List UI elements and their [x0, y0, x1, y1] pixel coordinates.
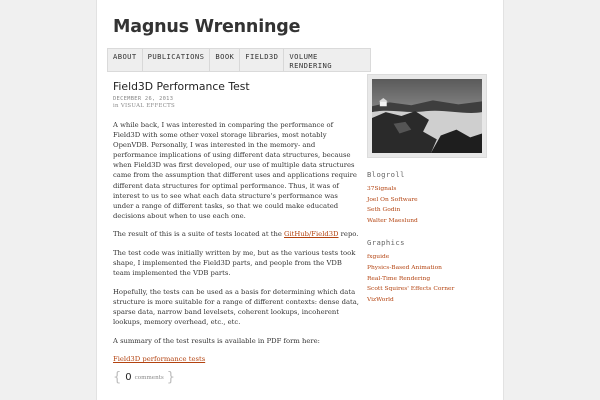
- list-item: [367, 284, 493, 295]
- nav-item-field3d[interactable]: FIELD3D: [240, 49, 284, 71]
- right-brace-icon: }: [166, 369, 176, 385]
- nav-item-publications[interactable]: PUBLICATIONS: [143, 49, 211, 71]
- list-item: [367, 205, 493, 216]
- post-paragraph: A summary of the test results is available in PDF form here:: [113, 336, 320, 345]
- blogroll-link-joel-on-software[interactable]: Joel On Software: [367, 196, 418, 203]
- graphics-link-physics-based-animation[interactable]: Physics-Based Animation: [367, 264, 442, 271]
- header-photo: [367, 74, 487, 158]
- site-title[interactable]: Magnus Wrenninge: [113, 17, 301, 37]
- graphics-title: Graphics: [367, 238, 405, 248]
- blogroll-link-seth-godin[interactable]: Seth Godin: [367, 207, 401, 214]
- list-item: [367, 274, 493, 285]
- post-text: repo.: [338, 230, 359, 239]
- list-item: [367, 195, 493, 206]
- blogroll-link-walter-maeslund[interactable]: Walter Maeslund: [367, 217, 418, 224]
- post-paragraph: Hopefully, the tests can be used as a basis for determining which data structure is more suitable for a range of different contexts: dense data, sparse data, narrow band levelsets, coherent lookups, incoherent lookups, memory overhead, etc., etc.: [113, 287, 359, 327]
- sidebar: [367, 74, 493, 305]
- page-container: [96, 0, 504, 400]
- graphics-link-fxguide[interactable]: fxguide: [367, 254, 390, 261]
- left-brace-icon: {: [113, 369, 122, 385]
- graphics-link-vizworld[interactable]: VizWorld: [367, 296, 394, 303]
- post-paragraph: [113, 229, 359, 239]
- graphics-link-real-time-rendering[interactable]: Real-Time Rendering: [367, 275, 431, 282]
- blogroll-list: [367, 184, 493, 226]
- post-paragraph: A while back, I was interested in comparing the performance of Field3D with some other voxel storage libraries, most notably OpenVDB. Personally, I was interested in the memory- and performance implications of using different data structures, because when Field3D was first developed, our use of multiple data structures came from the assumption that different uses and applications require different data structures for optimal performance. Thus, it was of interest to us to see what each data structure's performance was under a range of different tasks, so that we could make educated decisions about when to use each one.: [113, 121, 357, 220]
- graphics-list: [367, 252, 493, 305]
- post-category[interactable]: VISUAL EFFECTS: [120, 103, 176, 109]
- post-title[interactable]: Field3D Performance Test: [113, 80, 250, 93]
- list-item: [367, 252, 493, 263]
- comment-label: comments: [134, 374, 164, 381]
- nav-item-volume-rendering[interactable]: VOLUME RENDERING: [289, 52, 332, 70]
- list-item: [367, 216, 493, 227]
- pdf-tests-link[interactable]: Field3D performance tests: [113, 355, 206, 364]
- comments-link[interactable]: [113, 369, 359, 385]
- list-item: [367, 184, 493, 195]
- blogroll-title: Blogroll: [367, 170, 405, 179]
- blogroll-link-37signals[interactable]: 37Signals: [367, 186, 397, 192]
- post-category-prefix: in: [113, 103, 119, 109]
- post-content: [113, 80, 359, 383]
- main-nav: [107, 48, 371, 72]
- post-paragraph: [113, 354, 359, 364]
- comment-count: 0: [125, 371, 132, 383]
- post-text: The result of this is a suite of tests located at the: [113, 230, 285, 239]
- post-category-line: [113, 103, 359, 110]
- nav-item-book[interactable]: BOOK: [210, 49, 240, 71]
- list-item: [367, 263, 493, 274]
- post-paragraph: The test code was initially written by me, but as the various tests took shape, I implemented the Field3D parts, and people from the VDB team implemented the VDB parts.: [113, 249, 356, 278]
- github-field3d-link[interactable]: GitHub/Field3D: [284, 230, 339, 239]
- coastal-cliff-photo-icon: [372, 79, 482, 153]
- post-date: DECEMBER 26, 2013: [113, 96, 174, 102]
- nav-item-about[interactable]: ABOUT: [108, 49, 143, 71]
- list-item: [367, 295, 493, 306]
- graphics-link-scott-squires[interactable]: Scott Squires' Effects Corner: [367, 286, 455, 293]
